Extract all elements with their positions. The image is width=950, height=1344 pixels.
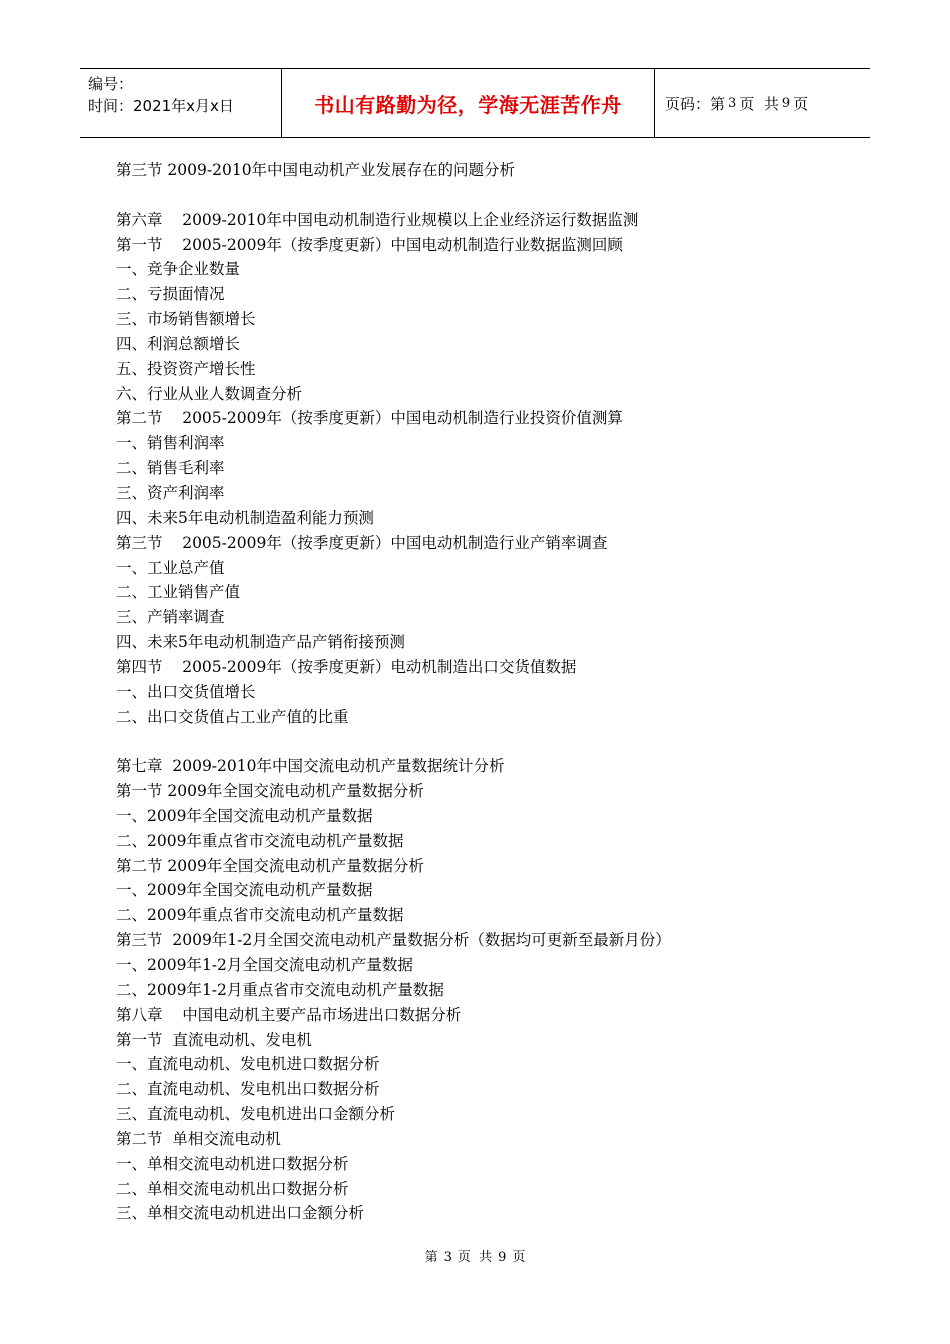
toc-line: 第一节 2005-2009年（按季度更新）中国电动机制造行业数据监测回顾 (116, 235, 623, 254)
document-body (116, 158, 836, 1226)
toc-line: 第二节 2005-2009年（按季度更新）中国电动机制造行业投资价值测算 (116, 409, 623, 428)
toc-line: 三、市场销售额增长 (116, 310, 256, 329)
header-page-indicator (655, 69, 870, 137)
blank-line (116, 729, 836, 754)
footer-current: 3 (443, 1250, 452, 1265)
header-meta (80, 69, 282, 137)
toc-line: 二、出口交货值占工业产值的比重 (116, 707, 349, 726)
page-mid: 页 共 (739, 94, 779, 113)
toc-line: 四、未来5年电动机制造产品产销衔接预测 (116, 633, 405, 652)
footer-mid: 页 共 (457, 1250, 493, 1265)
toc-line: 一、2009年1-2月全国交流电动机产量数据 (116, 956, 413, 974)
toc-line: 六、行业从业人数调查分析 (116, 384, 303, 403)
toc-line: 一、出口交货值增长 (116, 682, 256, 701)
toc-line: 二、2009年1-2月重点省市交流电动机产量数据 (116, 980, 444, 999)
toc-line: 一、2009年全国交流电动机产量数据 (116, 881, 373, 900)
toc-line: 二、直流电动机、发电机出口数据分析 (116, 1080, 380, 1099)
page-total: 9 (781, 95, 791, 111)
toc-line: 四、未来5年电动机制造盈利能力预测 (116, 508, 374, 527)
toc-line: 一、2009年全国交流电动机产量数据 (116, 806, 373, 825)
toc-line: 第三节 2009年1-2月全国交流电动机产量数据分析（数据均可更新至最新月份） (116, 931, 671, 950)
header-motto-cell (282, 69, 655, 137)
toc-line: 一、销售利润率 (116, 434, 225, 453)
toc-line: 四、利润总额增长 (116, 334, 241, 353)
toc-line: 第二节 2009年全国交流电动机产量数据分析 (116, 856, 424, 875)
document-time-label: 时间：2021年x月x日 (88, 97, 234, 115)
page-prefix: 页码：第 (665, 94, 726, 113)
toc-line: 二、工业销售产值 (116, 583, 241, 602)
toc-line: 二、销售毛利率 (116, 459, 225, 478)
toc-line: 三、单相交流电动机进出口金额分析 (116, 1204, 365, 1223)
toc-line: 三、资产利润率 (116, 483, 225, 502)
footer-total: 9 (498, 1250, 507, 1265)
header-motto: 书山有路勤为径，学海无涯苦作舟 (314, 92, 622, 117)
toc-line: 三、直流电动机、发电机进出口金额分析 (116, 1105, 396, 1124)
page-footer (0, 1246, 950, 1265)
toc-line: 一、工业总产值 (116, 558, 225, 577)
page-header (80, 68, 870, 138)
toc-line: 第七章 2009-2010年中国交流电动机产量数据统计分析 (116, 757, 505, 776)
toc-line: 二、亏损面情况 (116, 285, 225, 304)
footer-prefix: 第 (424, 1250, 438, 1265)
toc-line: 一、单相交流电动机进口数据分析 (116, 1154, 349, 1173)
toc-line: 第二节 单相交流电动机 (116, 1129, 281, 1148)
toc-line: 第三节 2009-2010年中国电动机产业发展存在的问题分析 (116, 161, 516, 179)
footer-suffix: 页 (512, 1250, 526, 1265)
toc-line: 一、直流电动机、发电机进口数据分析 (116, 1055, 380, 1074)
page-suffix: 页 (793, 94, 809, 113)
toc-line: 第六章 2009-2010年中国电动机制造行业规模以上企业经济运行数据监测 (116, 210, 639, 229)
toc-line: 二、2009年重点省市交流电动机产量数据 (116, 906, 404, 925)
toc-line: 第一节 直流电动机、发电机 (116, 1030, 312, 1049)
toc-line: 二、单相交流电动机出口数据分析 (116, 1179, 349, 1198)
toc-line: 第三节 2005-2009年（按季度更新）中国电动机制造行业产销率调查 (116, 533, 608, 552)
page-current: 3 (728, 95, 737, 111)
toc-line: 二、2009年重点省市交流电动机产量数据 (116, 831, 404, 850)
blank-line (116, 183, 836, 208)
toc-line: 第一节 2009年全国交流电动机产量数据分析 (116, 782, 424, 801)
toc-line: 五、投资资产增长性 (116, 359, 256, 378)
toc-line: 第四节 2005-2009年（按季度更新）电动机制造出口交货值数据 (116, 657, 577, 676)
toc-line: 第八章 中国电动机主要产品市场进出口数据分析 (116, 1005, 462, 1024)
document-number-label: 编号： (88, 75, 134, 93)
toc-line: 一、竞争企业数量 (116, 260, 241, 279)
toc-line: 三、产销率调查 (116, 608, 225, 627)
